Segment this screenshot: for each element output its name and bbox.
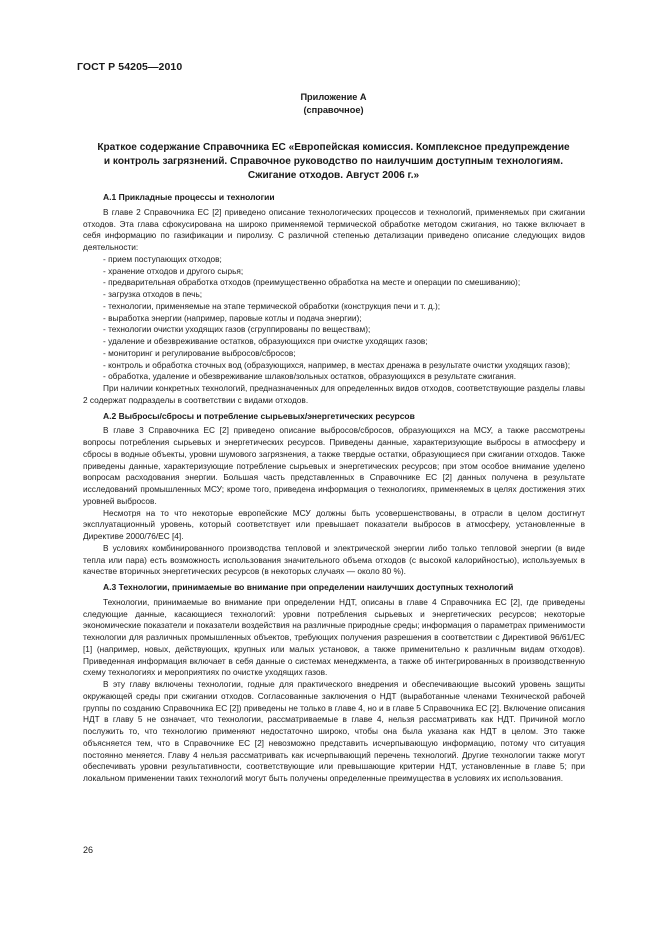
section-a2-paragraph: В главе 3 Справочника ЕС [2] приведено описание выбросов/сбросов, образующихся на МСУ, а также рассмотрены вопросы потребления сырьевых и энергетических ресурсов. Приведены данные, характеризующие выбросы в атмосферу и сбросы в водные объекты, уровни шумового загрязнения, а также твердые остатки, образующиеся при сжигании отходов. Также приведены данные, характеризующие потребление сырьевых и энергетических ресурсов; при этом особое внимание уделено вопросам расходования энергии. Большая часть представленных в Справочнике ЕС [2] данных получена в результате исследований промышленных МСУ; кроме того, приведена информация о технологиях, применяемых в целях достижения этих уровней выбросов. <box>83 425 585 506</box>
section-a3-paragraph: В эту главу включены технологии, годные для практического внедрения и обеспечивающие высокий уровень защиты окружающей среды при сжигании отходов. Согласованные заключения о НДТ (выработанные членами Технической рабочей группы по созданию Справочника ЕС [2]) приведены не только в главе 4, но и в главе 5 Справочника ЕС [2]. Включение описания НДТ в главу 5 не означает, что технологии, рассматриваемые в главе 4, нельзя рассматривать как НДТ. Причиной могло послужить то, что технологию применяют недостаточно широко, чтобы она была указана как НДТ в целом. Это также объясняется тем, что в Справочнике ЕС [2] невозможно представить исчерпывающую информацию, потому что ситуация постоянно меняется. Главу 4 нельзя рассматривать как исчерпывающий перечень технологий. Другие технологии также могут обеспечивать уровни результативности, соответствующие или превышающие критерии НДТ, установленные в главе 5; при локальном применении таких технологий могут быть получены определенные преимущества в условиях их использования. <box>83 679 585 783</box>
section-a1-closing: При наличии конкретных технологий, предназначенных для определенных видов отходов, соответствующие разделы главы 2 содержат подразделы в соответствии с видами отходов. <box>83 383 585 405</box>
appendix-subtitle: (справочное) <box>303 104 364 115</box>
section-a2 <box>83 411 585 579</box>
list-item: - хранение отходов и другого сырья; <box>103 265 244 276</box>
list-item: - предварительная обработка отходов (преимущественно обработка на месте и операции по смешиванию); <box>103 277 521 288</box>
summary-title-line: Краткое содержание Справочника ЕС «Европейская комиссия. Комплексное предупреждение <box>97 142 570 153</box>
section-a1 <box>83 192 585 407</box>
section-a3-title: А.3 Технологии, принимаемые во внимание при определении наилучших доступных технологий <box>103 582 514 592</box>
section-a1-intro: В главе 2 Справочника ЕС [2] приведено описание технологических процессов и технологий, применяемых при сжигании отходов. Эта глава сфокусирована на широко применяемой термической обработке методом сжигания, но также включает в себя информацию по газификации и пиролизу. С различной степенью детализации приведено описание следующих видов деятельности: <box>83 206 585 252</box>
appendix-heading <box>77 91 590 116</box>
document-body <box>83 192 585 785</box>
section-a2-paragraph: Несмотря на то что некоторые европейские МСУ должны быть усовершенствованы, в отрасли в целом достигнут эксплуатационный уровень, который соответствует или превышает показатели выбросов в атмосферу, установленные в Директиве 2000/76/ЕС [4]. <box>83 507 585 541</box>
list-item: - обработка, удаление и обезвреживание шлаков/зольных остатков, образующихся в результате сжигания. <box>103 371 517 382</box>
appendix-title: Приложение А <box>300 92 367 102</box>
section-a2-title: А.2 Выбросы/сбросы и потребление сырьевых/энергетических ресурсов <box>103 410 415 421</box>
summary-title-line: Сжигание отходов. Август 2006 г.» <box>247 170 420 182</box>
list-item: - контроль и обработка сточных вод (образующихся, например, в местах дренажа в результате очистки уходящих газов); <box>103 359 571 370</box>
list-item: - технологии очистки уходящих газов (сгруппированы по веществам); <box>103 324 371 335</box>
list-item: - удаление и обезвреживание остатков, образующихся при очистке уходящих газов; <box>103 336 428 346</box>
list-item: - выработка энергии (например, паровые котлы и подача энергии); <box>103 312 362 323</box>
page-number: 26 <box>83 845 94 855</box>
list-item: - мониторинг и регулирование выбросов/сбросов; <box>103 347 296 358</box>
section-a3-paragraph: Технологии, принимаемые во внимание при определении НДТ, описаны в главе 4 Справочника ЕС [2], где приведены следующие данные, касающиеся технологий: уровни потребления сырьевых и энергетических ресурсов; некоторые экономические показатели и показатели воздействия на различные природные среды; информация о параметрах применимости технологии для различных промышленных объектов, требующих получения разрешения в соответствии с Директивой 96/61/ЕС [1] (например, новых, действующих, крупных или малых установок, а также применительно к различным видам отходов). Приведенная информация включает в себя данные о системах менеджмента, а также об интегрированных в производственную схему технологиях и мероприятиях по очистке уходящих газов. <box>83 596 585 678</box>
list-item: - загрузка отходов в печь; <box>103 289 203 299</box>
list-item: - прием поступающих отходов; <box>103 253 222 264</box>
section-a3 <box>83 582 585 785</box>
section-a2-paragraph: В условиях комбинированного производства тепловой и электрической энергии либо только тепловой энергии (в виде тепла или пара) есть возможность использования значительного объема отходов (с высокой калорийностью), используемых в качестве вторичных энергетических ресурсов (в некоторых случаях — около 80 %). <box>83 542 585 577</box>
summary-title <box>82 141 585 184</box>
list-item: - технологии, применяемые на этапе термической обработки (конструкция печи и т. д.); <box>103 300 441 311</box>
summary-title-line: и контроль загрязнений. Справочное руководство по наилучшим доступным технологиям. <box>103 156 564 168</box>
standard-header: ГОСТ Р 54205—2010 <box>77 61 183 73</box>
section-a1-title: А.1 Прикладные процессы и технологии <box>103 192 275 202</box>
